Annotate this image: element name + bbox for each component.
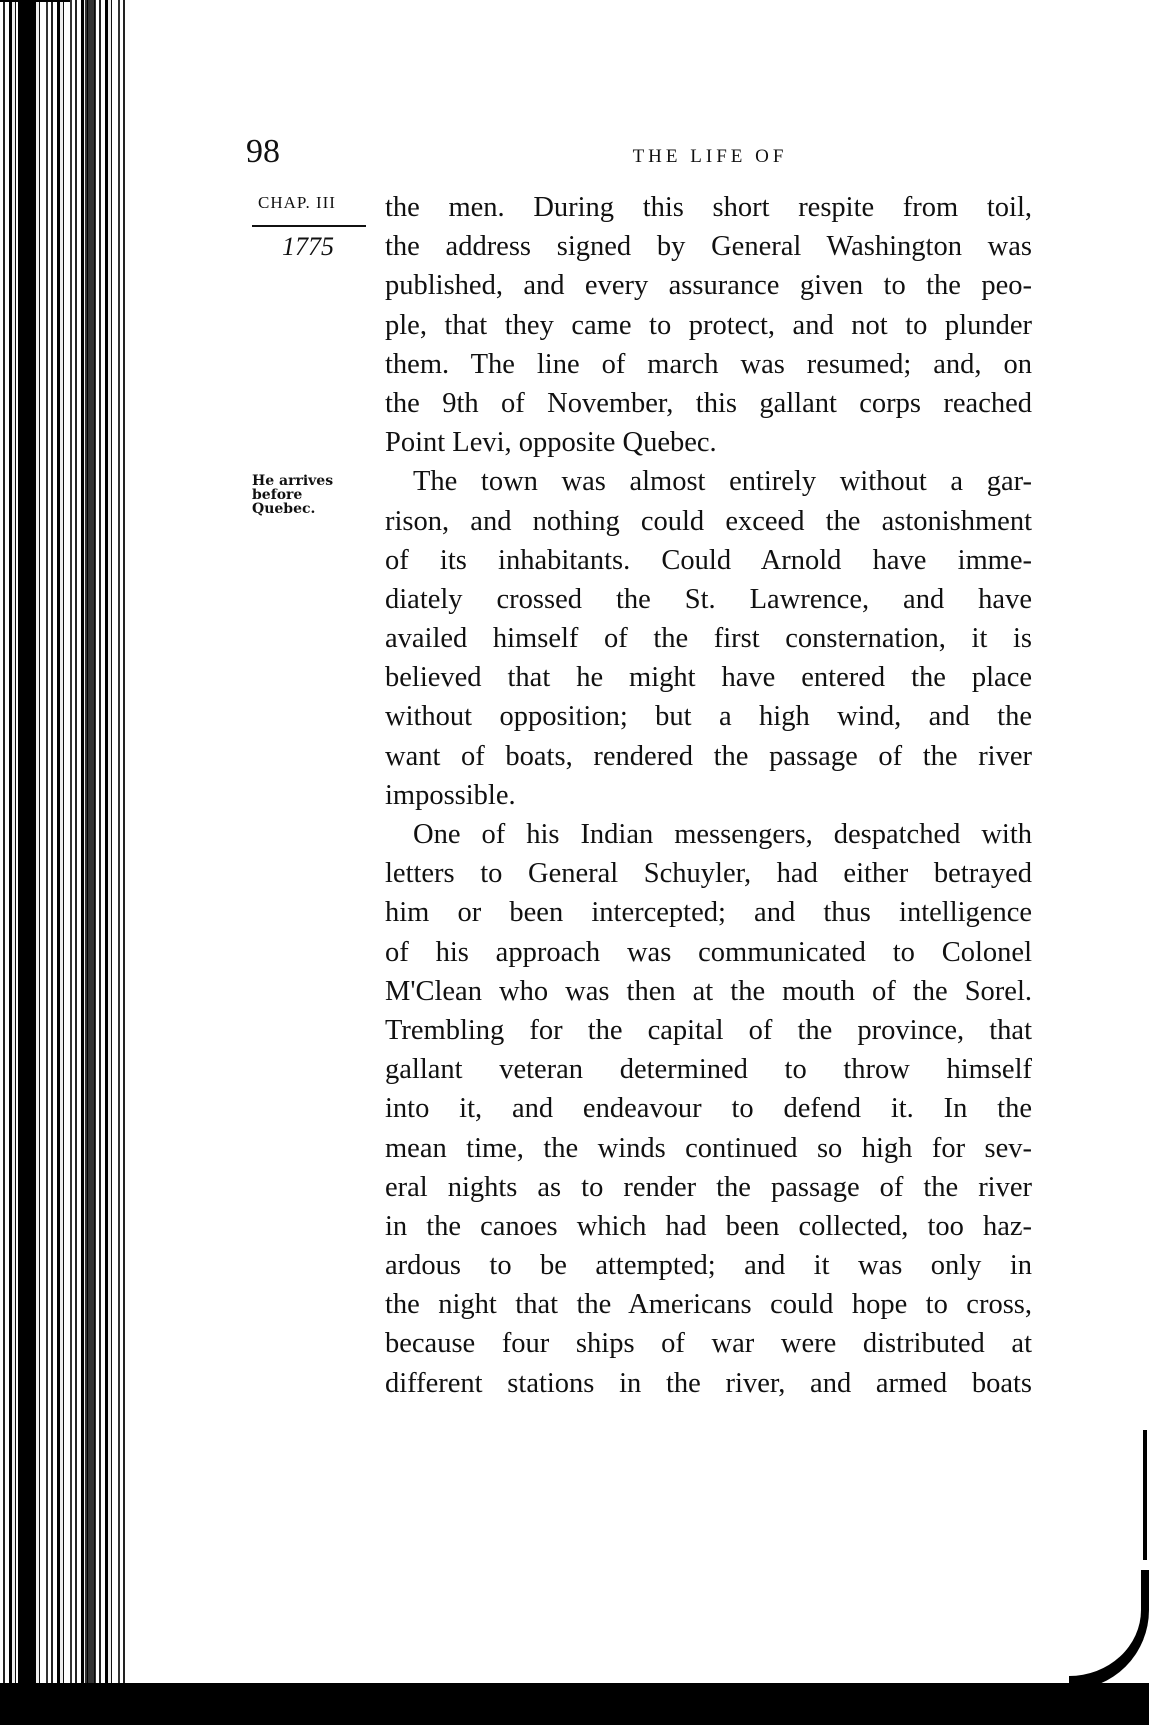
- text-line: the address signed by General Washington was: [385, 231, 1032, 263]
- text-line: The town was almost entirely without a gar-: [413, 466, 1032, 498]
- text-line: because four ships of war were distributed at: [385, 1328, 1032, 1360]
- text-line: the night that the Americans could hope to cross,: [385, 1289, 1032, 1321]
- text-line: letters to General Schuyler, had either betrayed: [385, 858, 1032, 890]
- body-text: [385, 188, 1032, 1403]
- text-line: eral nights as to render the passage of the river: [385, 1171, 1032, 1203]
- text-line: ple, that they came to protect, and not to plunder: [385, 309, 1032, 341]
- margin-year: 1775: [282, 232, 334, 261]
- text-line: mean time, the winds continued so high for sev-: [385, 1132, 1032, 1164]
- scan-bottom-edge: [0, 1683, 1149, 1725]
- binding-shadow: [85, 0, 95, 1725]
- text-line: different stations in the river, and armed boats: [385, 1367, 1032, 1399]
- text-line: believed that he might have entered the place: [385, 662, 1032, 694]
- text-line: Trembling for the capital of the province, that: [385, 1014, 1032, 1046]
- side-note-line: He arrives: [252, 473, 334, 489]
- margin-rule: [252, 225, 366, 227]
- text-line: One of his Indian messengers, despatched with: [413, 819, 1032, 850]
- page-number: 98: [246, 133, 280, 170]
- text-line: the 9th of November, this gallant corps reached: [385, 387, 1032, 419]
- text-line: Point Levi, opposite Quebec.: [385, 427, 717, 459]
- text-line: availed himself of the first consternation, it is: [385, 623, 1032, 655]
- text-line: in the canoes which had been collected, too haz-: [385, 1210, 1032, 1242]
- page-corner-curl: [1069, 1570, 1149, 1690]
- margin-chapter: CHAP. III: [258, 193, 336, 212]
- binding-shadow: [18, 0, 36, 1725]
- text-line: published, and every assurance given to the peo-: [385, 270, 1032, 302]
- text-line: of its inhabitants. Could Arnold have imme-: [385, 544, 1032, 576]
- margin-side-note: [252, 474, 333, 516]
- side-note-line: Quebec.: [252, 501, 316, 517]
- text-line: without opposition; but a high wind, and the: [385, 701, 1032, 733]
- text-line: him or been intercepted; and thus intelligence: [385, 897, 1032, 929]
- text-line: into it, and endeavour to defend it. In the: [385, 1093, 1032, 1125]
- text-line: rison, and nothing could exceed the astonishment: [385, 505, 1032, 537]
- scan-edge-line: [0, 0, 70, 2]
- side-note-line: before: [252, 487, 303, 503]
- text-line: diately crossed the St. Lawrence, and have: [385, 583, 1032, 615]
- text-line: them. The line of march was resumed; and, on: [385, 348, 1032, 380]
- text-line: gallant veteran determined to throw himself: [385, 1054, 1032, 1086]
- scan-right-edge: [1143, 1430, 1147, 1560]
- text-line: M'Clean who was then at the mouth of the Sorel.: [385, 975, 1032, 1007]
- text-line: impossible.: [385, 779, 516, 811]
- text-line: the men. During this short respite from toil,: [385, 192, 1032, 223]
- running-head: THE LIFE OF: [632, 146, 788, 167]
- text-line: ardous to be attempted; and it was only in: [385, 1250, 1032, 1282]
- text-line: of his approach was communicated to Colonel: [385, 936, 1032, 968]
- text-line: want of boats, rendered the passage of the river: [385, 740, 1032, 772]
